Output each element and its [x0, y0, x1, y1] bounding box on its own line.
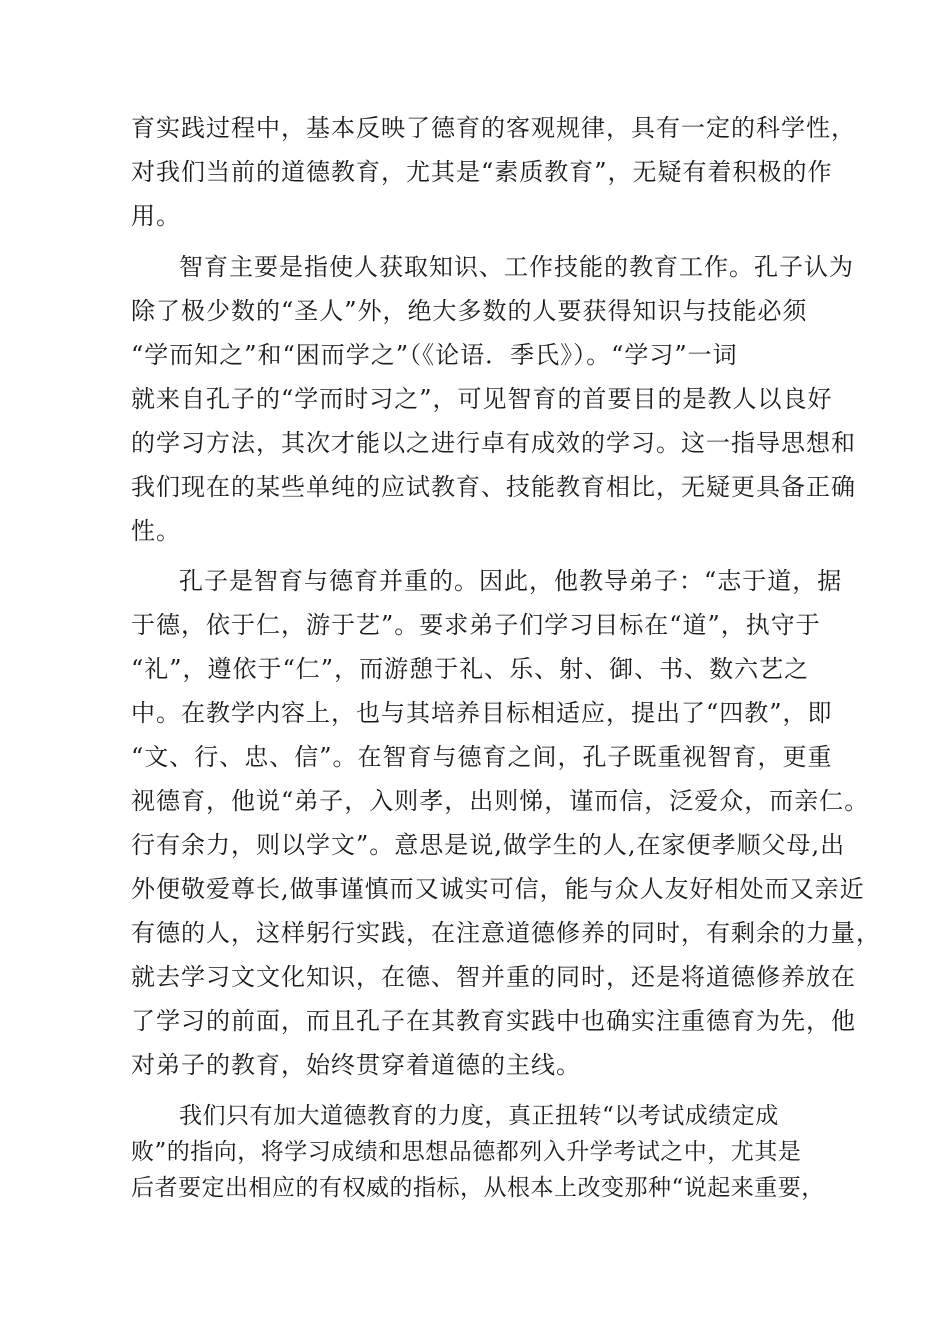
- text-line: 除了极少数的“圣人”外，绝大多数的人要获得知识与技能必须: [131, 297, 808, 325]
- text-line: “文、行、忠、信”。在智育与德育之间，孔子既重视智育，更重: [131, 743, 833, 771]
- text-line: 我们现在的某些单纯的应试教育、技能教育相比，无疑更具备正确: [131, 473, 856, 501]
- text-line: “学而知之”和“困而学之”（《论语．季氏》）。“学习”一词: [131, 341, 738, 369]
- text-line: 对弟子的教育，始终贯穿着道德的主线。: [131, 1051, 581, 1079]
- text-line: 败”的指向，将学习成绩和思想品德都列入升学考试之中，尤其是: [131, 1139, 802, 1165]
- text-line: 用。: [131, 202, 181, 230]
- text-line: 就去学习文文化知识，在德、智并重的同时，还是将道德修养放在: [131, 963, 856, 991]
- text-line: 的学习方法，其次才能以之进行卓有成效的学习。这一指导思想和: [131, 429, 856, 457]
- text-line: “礼”，遵依于“仁”，而游憩于礼、乐、射、御、书、数六艺之: [131, 655, 810, 683]
- text-line: 后者要定出相应的有权威的指标，从根本上改变那种“说起来重要，: [131, 1175, 825, 1201]
- text-line: 于德，依于仁，游于艺”。要求弟子们学习目标在“道”，执守于: [131, 611, 821, 639]
- text-line: 外便敬爱尊长,做事谨慎而又诚实可信，能与众人友好相处而又亲近: [131, 875, 865, 903]
- paragraph-first-line: 我们只有加大道德教育的力度，真正扭转“以考试成绩定成: [179, 1103, 779, 1129]
- text-line: 育实践过程中，基本反映了德育的客观规律，具有一定的科学性，: [131, 114, 856, 142]
- text-line: 了学习的前面，而且孔子在其教育实践中也确实注重德育为先，他: [131, 1007, 856, 1035]
- text-line: 中。在教学内容上，也与其培养目标相适应，提出了“四教”，即: [131, 699, 833, 727]
- text-line: 对我们当前的道德教育，尤其是“素质教育”，无疑有着积极的作: [131, 158, 833, 186]
- paragraph-first-line: 智育主要是指使人获取知识、工作技能的教育工作。孔子认为: [179, 253, 854, 281]
- text-line: 性。: [131, 517, 181, 545]
- text-line: 就来自孔子的“学而时习之”，可见智育的首要目的是教人以良好: [131, 385, 833, 413]
- text-line: 行有余力，则以学文”。意思是说,做学生的人,在家便孝顺父母,出: [131, 831, 846, 859]
- text-line: 视德育，他说“弟子，入则孝，出则悌，谨而信，泛爱众，而亲仁。: [131, 787, 870, 815]
- paragraph-first-line: 孔子是智育与德育并重的。因此，他教导弟子：“志于道，据: [179, 567, 843, 595]
- text-line: 有德的人，这样躬行实践，在注意道德修养的同时，有剩余的力量，: [131, 919, 881, 947]
